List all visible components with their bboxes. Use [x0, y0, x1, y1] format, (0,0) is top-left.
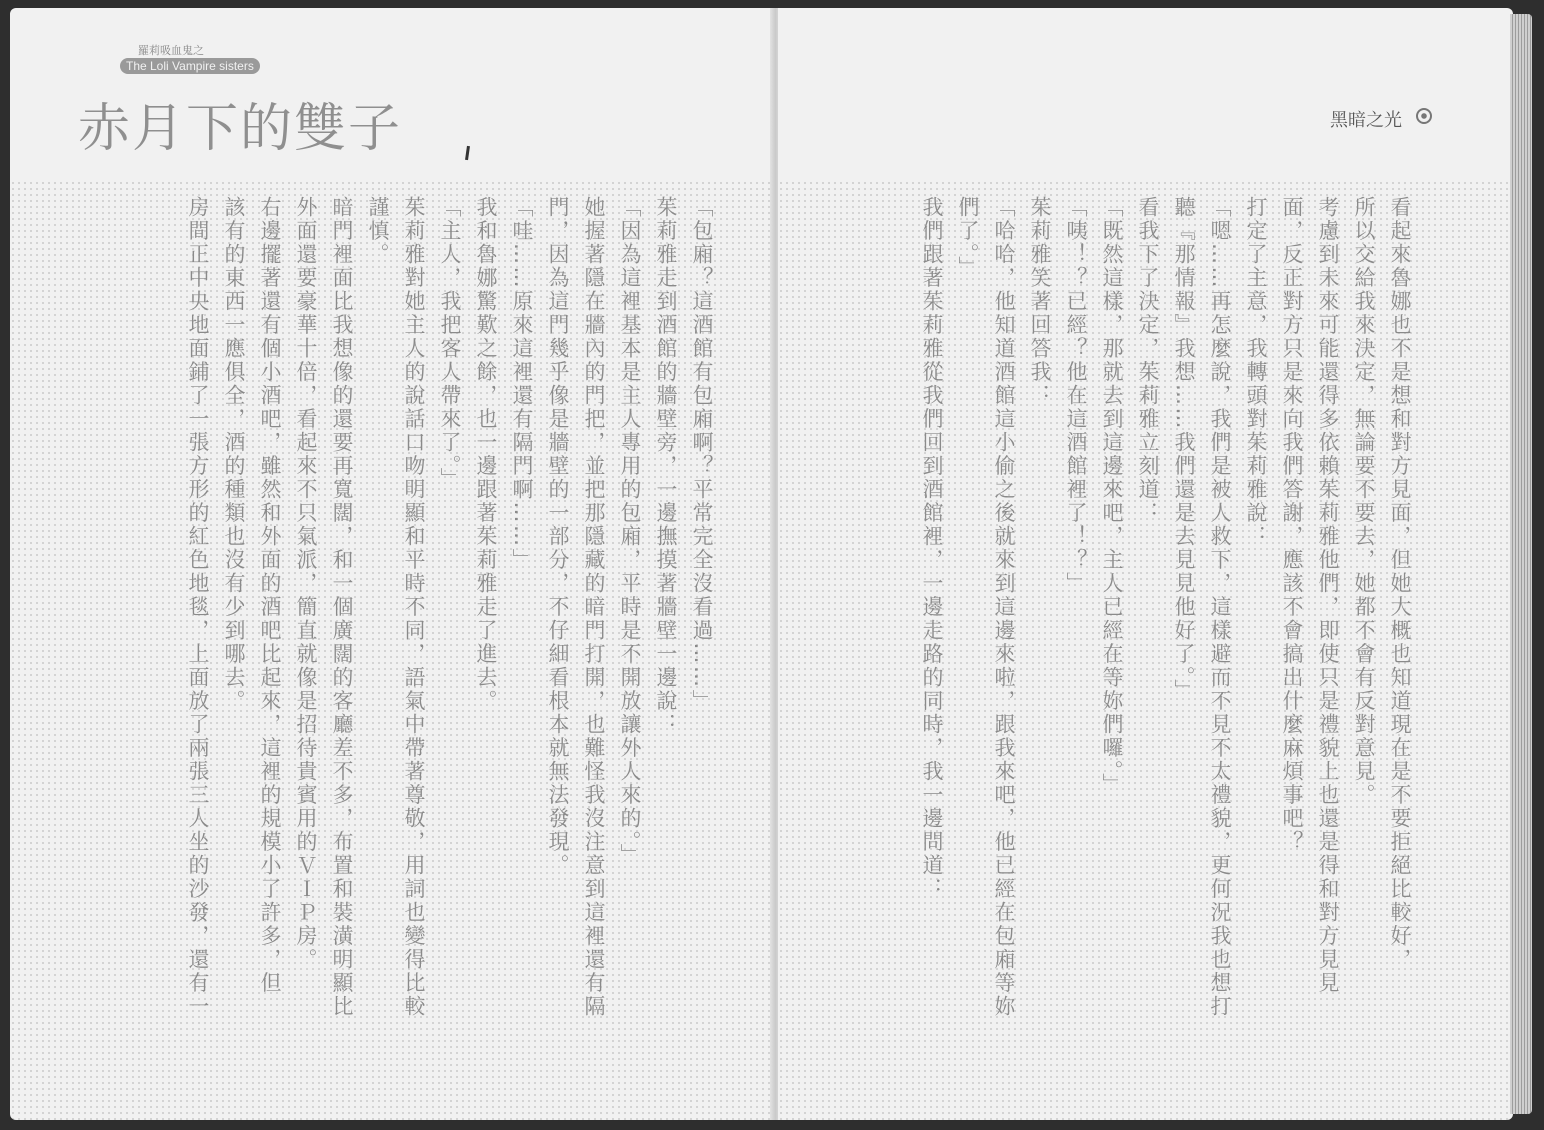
left-page	[10, 8, 775, 1120]
paragraph: 面，反正對方只是來向我們答謝，應該不會搞出什麼麻煩事吧？	[1280, 196, 1304, 854]
paragraph: 房間正中央地面鋪了一張方形的紅色地毯，上面放了兩張三人坐的沙發，還有一	[186, 196, 210, 1019]
paragraph: 所以交給我來決定，無論要不要去，她都不會有反對意見。	[1352, 196, 1376, 807]
chapter-emblem-icon	[1416, 108, 1432, 124]
chapter-title: 黑暗之光	[1330, 110, 1402, 131]
paragraph: 考慮到未來可能還得多依賴茱莉雅他們，即使只是禮貌上也還是得和對方見見	[1316, 196, 1340, 995]
ink-mark	[465, 146, 470, 160]
book-title: 赤月下的雙子	[78, 99, 403, 159]
paragraph: 茱莉雅走到酒館的牆壁旁，一邊撫摸著牆壁一邊說：	[654, 196, 678, 737]
paragraph: 門，因為這門幾乎像是牆壁的一部分，不仔細看根本就無法發現。	[546, 196, 570, 878]
paragraph: 「哈哈，他知道酒館這小偷之後就來到這邊來啦，跟我來吧，他已經在包廂等妳	[992, 196, 1016, 1019]
series-english-title: The Loli Vampire sisters	[120, 58, 260, 74]
paragraph: 聽『那情報』我想……我們還是去見見他好了。」	[1172, 196, 1196, 703]
page-edges	[1510, 14, 1532, 1114]
paragraph: 「咦！？已經？他在這酒館裡了！？」	[1064, 196, 1088, 596]
paragraph: 「既然這樣，那就去到這邊來吧，主人已經在等妳們囉。」	[1100, 196, 1124, 797]
paragraph: 「嗯……再怎麼說，我們是被人救下，這樣避而不見不太禮貌，更何況我也想打	[1208, 196, 1232, 1019]
paragraph: 看我下了決定，茱莉雅立刻道：	[1136, 196, 1160, 525]
paragraph: 暗門裡面比我想像的還要再寬闊，和一個廣闊的客廳差不多，布置和裝潢明顯比	[330, 196, 354, 1019]
paragraph: 我們跟著茱莉雅從我們回到酒館裡，一邊走路的同時，我一邊問道：	[920, 196, 944, 901]
paragraph: 謹慎。	[366, 196, 390, 267]
left-body-text	[105, 196, 720, 1076]
paragraph: 外面還要豪華十倍，看起來不只氣派，簡直就像是招待貴賓用的ＶＩＰ房。	[294, 196, 318, 972]
right-body-text	[918, 196, 1418, 1076]
paragraph: 打定了主意，我轉頭對茱莉雅說：	[1244, 196, 1268, 549]
paragraph: 們了。」	[956, 196, 980, 280]
paragraph: 茱莉雅對她主人的說話口吻明顯和平時不同，語氣中帶著尊敬，用詞也變得比較	[402, 196, 426, 1019]
paragraph: 茱莉雅笑著回答我：	[1028, 196, 1052, 408]
paragraph: 右邊擺著還有個小酒吧，雖然和外面的酒吧比起來，這裡的規模小了許多，但	[258, 196, 282, 995]
paragraph: 「因為這裡基本是主人專用的包廂，平時是不開放讓外人來的。」	[618, 196, 642, 867]
paragraph: 該有的東西一應俱全，酒的種類也沒有少到哪去。	[222, 196, 246, 713]
paragraph: 「包廂？這酒館有包廂啊？平常完全沒看過……」	[690, 196, 714, 713]
right-page	[778, 8, 1513, 1120]
paragraph: 「主人，我把客人帶來了。」	[438, 196, 462, 491]
paragraph: 看起來魯娜也不是想和對方見面，但她大概也知道現在是不要拒絕比較好，	[1388, 196, 1412, 972]
paragraph: 「哇……原來這裡還有隔門啊……」	[510, 196, 534, 572]
paragraph: 我和魯娜驚歎之餘，也一邊跟著茱莉雅走了進去。	[474, 196, 498, 713]
paragraph: 她握著隱在牆內的門把，並把那隱藏的暗門打開，也難怪我沒注意到這裡還有隔	[582, 196, 606, 1019]
series-small-title: 羅莉吸血鬼之	[138, 44, 204, 57]
